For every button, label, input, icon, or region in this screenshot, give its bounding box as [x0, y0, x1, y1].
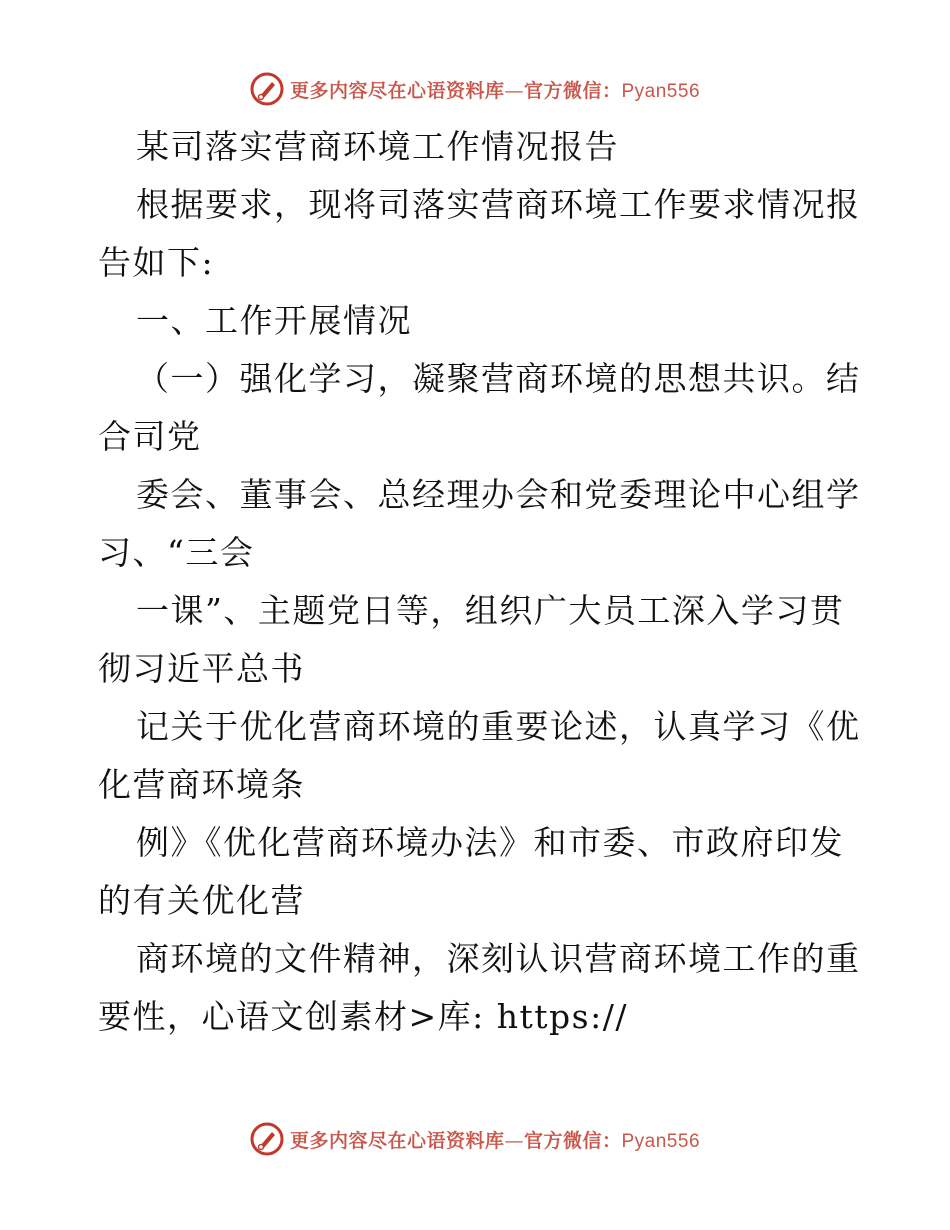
document-body — [98, 118, 861, 1046]
text-line: 委会、董事会、总经理办会和党委理论中心组学 — [136, 475, 861, 514]
text-line: 合司党 — [98, 417, 202, 456]
text-line: 例》《优化营商环境办法》和市委、市政府印发 — [136, 823, 844, 862]
text-line: 根据要求，现将司落实营商环境工作要求情况报 — [136, 185, 861, 224]
text-line: 记关于优化营商环境的重要论述，认真学习《优 — [136, 707, 861, 746]
watermark-text: 更多内容尽在心语资料库—官方微信：Pyan556 — [289, 79, 701, 102]
text-line: 要性，心语文创素材>库: https:// — [98, 997, 628, 1036]
text-line: 彻习近平总书 — [98, 649, 305, 688]
watermark-header — [0, 72, 950, 106]
document-title: 某司落实营商环境工作情况报告 — [136, 127, 619, 166]
pen-logo-icon — [250, 1122, 284, 1156]
watermark-text: 更多内容尽在心语资料库—官方微信：Pyan556 — [289, 1129, 701, 1152]
text-line: 的有关优化营 — [98, 881, 305, 920]
text-line: 一、工作开展情况 — [136, 301, 412, 340]
text-line: 告如下: — [98, 243, 215, 282]
text-line: （一）强化学习，凝聚营商环境的思想共识。结 — [136, 359, 861, 398]
watermark-footer — [0, 1122, 950, 1156]
text-line: 商环境的文件精神，深刻认识营商环境工作的重 — [136, 939, 861, 978]
pen-logo-icon — [250, 72, 284, 106]
text-line: 习、“三会 — [98, 533, 255, 572]
text-line: 化营商环境条 — [98, 765, 305, 804]
text-line: 一课”、主题党日等，组织广大员工深入学习贯 — [136, 591, 845, 630]
